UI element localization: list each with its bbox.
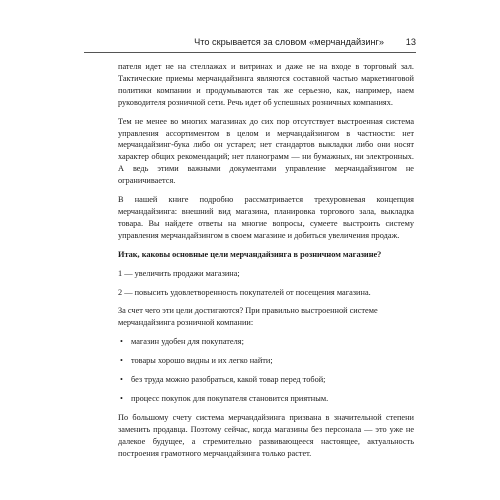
list-item [118,336,414,348]
list-item-text: магазин удобен для покупателя; [131,337,244,347]
list-item [118,393,414,405]
bullet-icon: • [120,393,123,403]
paragraph-continuation: пателя идет не на стеллажах и витринах и даже не на входе в торговый зал. Тактические приемы мерчандайзинга являются составной частью маркетинговой политики компании и продумываются так же серьезно, как, например, наем руководителя розничной сети. Речь идет об успешных розничных компаниях. [118,62,414,107]
paragraph-conclusion: По большому счету система мерчандайзинга призвана в значительной степени заменить продавца. Поэтому сейчас, когда магазины без персонала — это уже не далекое будущее, а стремительно развивающееся настоящее, актуальность построения грамотного мерчандайзинга только растет. [118,412,414,458]
list-item-text: без труда можно разобраться, какой товар перед тобой; [131,375,326,385]
header-divider [84,52,416,53]
paragraph-management-system: Тем не менее во многих магазинах до сих пор отсутствует выстроенная система управления ассортиментом в целом и мерчандайзингом в частности: нет мерчандайзинг-бука либо он устарел; нет стандартов выкладки либо они носят характер общих рекомендаций; нет планограмм — ни бумажных, ни электронных. А ведь этими важными документами управление мерчандайзингом не ограничивается. [118,116,414,186]
list-item [118,374,414,386]
bullet-icon: • [120,337,123,347]
list-item-text: процесс покупок для покупателя становится приятным. [131,393,329,403]
bullet-icon: • [120,375,123,385]
paragraph-book-concept: В нашей книге подробно рассматривается трехуровневая концепция мерчандайзинга: внешний вид магазина, планировка торгового зала, выкладка товара. Вы найдете ответы на многие вопросы, сумеете выстроить систему управления мерчандайзингом в своем магазине и добиться увеличения продаж. [118,195,414,240]
question-heading: Итак, каковы основные цели мерчандайзинга в розничном магазине? [118,249,382,259]
list-item-text: товары хорошо видны и их легко найти; [131,356,273,366]
goal-item-1: 1 — увеличить продажи магазина; [118,268,240,278]
goal-item-2: 2 — повысить удовлетворенность покупателей от посещения магазина. [118,287,371,297]
list-item [118,355,414,367]
page-body [118,61,414,466]
page-number: 13 [405,37,416,47]
running-title: Что скрывается за словом «мерчандайзинг» [194,37,384,47]
paragraph-how-achieved: За счет чего эти цели достигаются? При правильно выстроенной системе мерчандайзинга розничной компании: [118,306,378,328]
bullet-icon: • [120,356,123,366]
benefits-list [118,336,414,405]
